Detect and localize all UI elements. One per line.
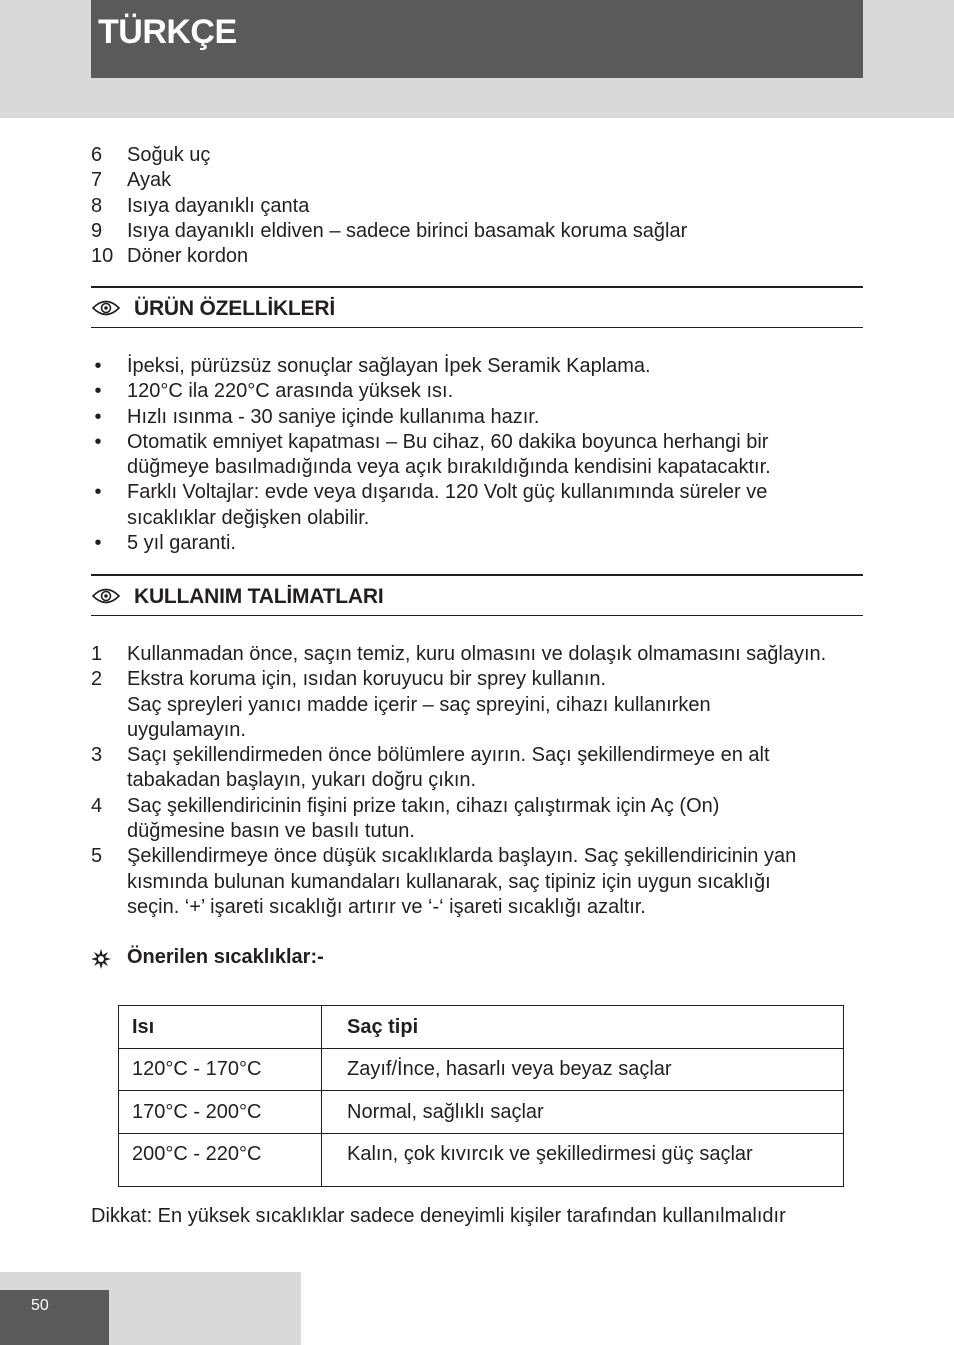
list-item: • 5 yıl garanti. <box>94 532 236 555</box>
list-item: • Hızlı ısınma - 30 saniye içinde kullanıma hazır. <box>94 405 540 428</box>
list-item: 10 Döner kordon <box>91 245 249 268</box>
table-row <box>119 1091 844 1134</box>
features-title: ÜRÜN ÖZELLİKLERİ <box>134 297 335 320</box>
parts-list <box>91 143 687 269</box>
page-title: TÜRKÇE <box>98 13 237 51</box>
table-cell: Normal, sağlıklı saçlar <box>322 1091 844 1134</box>
table-header-cell: Isı <box>119 1006 322 1049</box>
table-row <box>119 1049 844 1091</box>
caution-note: Dikkat: En yüksek sıcaklıklar sadece deneyimli kişiler tarafından kullanılmalıdır <box>91 1205 786 1227</box>
features-heading <box>91 286 863 328</box>
table-row <box>119 1134 844 1187</box>
table-cell: Zayıf/İnce, hasarlı veya beyaz saçlar <box>322 1049 844 1091</box>
eye-icon <box>92 587 120 605</box>
list-item: • Farklı Voltajlar: evde veya dışarıda. 120 Volt güç kullanımında süreler ve sıcaklıklar değişken olabilir. <box>94 481 768 529</box>
instructions-list <box>91 642 826 920</box>
list-item: 5 Şekillendirmeye önce düşük sıcaklıklarda başlayın. Saç şekillendiricinin yan kısmında bulunan kumandaları kullanarak, saç tipiniz için uygun sıcaklığı seçin. ‘+’ işareti sıcaklığı artırır ve ‘-‘ işareti sıcaklığı azaltır. <box>91 845 797 918</box>
table-cell: Kalın, çok kıvırcık ve şekilledirmesi güç saçlar <box>322 1134 844 1187</box>
eye-icon <box>92 299 120 317</box>
table-cell: 120°C - 170°C <box>119 1049 322 1091</box>
instructions-heading <box>91 574 863 616</box>
list-item: • İpeksi, pürüzsüz sonuçlar sağlayan İpek Seramik Kaplama. <box>94 355 651 377</box>
instructions-title: KULLANIM TALİMATLARI <box>134 585 384 608</box>
star-burst-icon <box>91 949 111 969</box>
list-item: • Otomatik emniyet kapatması – Bu cihaz, 60 dakika boyunca herhangi bir düğmeye basılmadığında veya açık bırakıldığında kendisini kapatacaktır. <box>94 430 771 479</box>
language-title-box <box>91 0 863 78</box>
list-item: 4 Saç şekillendiricinin fişini prize takın, cihazı çalıştırmak için Aç (On) düğmesine basın ve basılı tutun. <box>91 794 720 843</box>
list-item: 6 Soğuk uç <box>91 144 211 166</box>
list-item: 2 Ekstra koruma için, ısıdan koruyucu bir sprey kullanın. Saç spreyleri yanıcı madde içerir – saç spreyini, cihazı kullanırken uygulamayın. <box>91 668 711 741</box>
page-number: 50 <box>31 1297 49 1314</box>
page-number-box <box>0 1290 109 1345</box>
features-list <box>91 354 771 556</box>
list-item: 1 Kullanmadan önce, saçın temiz, kuru olmasını ve dolaşık olmamasını sağlayın. <box>91 643 827 665</box>
list-item: 7 Ayak <box>91 169 172 192</box>
list-item: • 120°C ila 220°C arasında yüksek ısı. <box>94 380 454 403</box>
table-cell: 170°C - 200°C <box>119 1091 322 1134</box>
list-item: 3 Saçı şekillendirmeden önce bölümlere ayırın. Saçı şekillendirmeye en alt tabakadan başlayın, yukarı doğru çıkın. <box>91 744 770 792</box>
table-header-row <box>119 1006 844 1049</box>
list-item: 9 Isıya dayanıklı eldiven – sadece birinci basamak koruma sağlar <box>91 219 688 242</box>
table-header-cell: Saç tipi <box>322 1006 844 1049</box>
list-item: 8 Isıya dayanıklı çanta <box>91 194 310 217</box>
temperature-table <box>118 1005 844 1187</box>
table-cell: 200°C - 220°C <box>119 1134 322 1187</box>
recommended-label: Önerilen sıcaklıklar:- <box>127 946 324 968</box>
